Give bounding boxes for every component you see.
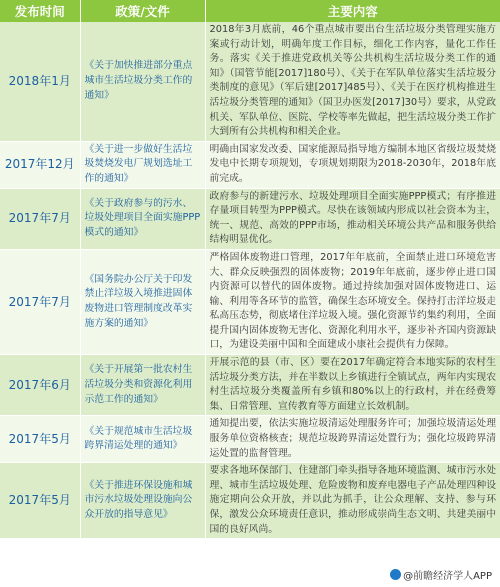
row-content: 要求各地环保部门、住建部门牵头指导各地环境监测、城市污水处理、城市生活垃圾处理、危险废物和废弃电器电子产品处理四种设施定期向公众开放，并以此为抓手，让公众理解、支持、参与环保，激发公众环境责任意识，推动形成崇尚生态文明、共建美丽中国的良好风尚。 [205, 463, 500, 539]
table-header-row [0, 0, 500, 22]
row-content: 明确由国家发改委、国家能源局指导地方编制本地区省级垃圾焚烧发电中长期专项规划，专项规划期限为2018-2030年，2018年底前完成。 [205, 141, 500, 188]
row-date: 2018年1月 [0, 22, 80, 141]
row-policy: 《关于推进环保设施和城市污水垃圾处理设施向公众开放的指导意见》 [80, 463, 205, 539]
row-policy: 《关于进一步做好生活垃圾焚烧发电厂规划选址工作的通知》 [80, 141, 205, 188]
header-content: 主要内容 [205, 0, 500, 22]
header-policy: 政策/文件 [80, 0, 205, 22]
row-content: 通知提出要，依法实施垃圾清运处理服务许可；加强垃圾清运处理服务单位资格核查；规范垃圾跨界清运处置行为；强化垃圾跨界清运处置的监督管理。 [205, 416, 500, 463]
table-row [0, 22, 500, 141]
table-row [0, 141, 500, 188]
table-row [0, 355, 500, 416]
row-policy: 《关于规范城市生活垃圾跨界清运处理的通知》 [80, 416, 205, 463]
brand-logo-icon [390, 569, 401, 580]
table-row [0, 188, 500, 249]
footer [0, 564, 500, 584]
row-date: 2017年5月 [0, 416, 80, 463]
header-date: 发布时间 [0, 0, 80, 22]
row-date: 2017年7月 [0, 249, 80, 354]
row-content: 严格固体废物进口管理，2017年年底前，全面禁止进口环境危害大、群众反映强烈的固体废物；2019年年底前，逐步停止进口国内资源可以替代的固体废物。通过持续加强对固体废物进口、运输、利用等各环节的监管，确保生态环境安全。保持打击洋垃圾走私高压态势，彻底堵住洋垃圾入境。强化资源节约集约利用，全面提升国内固体废物无害化、资源化利用水平，逐步补齐国内资源缺口，为建设美丽中国和全面建成小康社会提供有力保障。 [205, 249, 500, 354]
row-content: 2018年3月底前，46个重点城市要出台生活垃圾分类管理实施方案或行动计划，明确年度工作目标，细化工作内容，量化工作任务。落实《关于推进党政机关等公共机构生活垃圾分类工作的通知》（国管节能[2017]180号）、《关于在军队单位落实生活垃圾分类制度的意见》（军后建[2017]485号）、《关于在医疗机构推进生活垃圾分类管理的通知》（国卫办医发[2017]30号）要求，从党政机关、军队单位、医院、学校等率先做起，把生活垃圾分类工作扩大到所有公共机构和相关企业。 [205, 22, 500, 141]
footer-brand [390, 567, 500, 587]
row-date: 2017年5月 [0, 463, 80, 539]
row-policy: 《国务院办公厅关于印发禁止洋垃圾入境推进固体废物进口管理制度改革实施方案的通知》 [80, 249, 205, 354]
row-content: 政府参与的新建污水、垃圾处理项目全面实施PPP模式；有序推进存量项目转型为PPP模式。尽快在该领域内形成以社会资本为主，统一、规范、高效的PPP市场，推动相关环境公共产品和服务供给结构明显优化。 [205, 188, 500, 249]
table-row [0, 249, 500, 354]
row-content: 开展示范的县（市、区）要在2017年确定符合本地实际的农村生活垃圾分类方法，并在半数以上乡镇进行全镇试点，两年内实现农村生活垃圾分类覆盖所有乡镇和80%以上的行政村，并在经费筹集、日常管理、宣传教育等方面建立长效机制。 [205, 355, 500, 416]
row-date: 2017年7月 [0, 188, 80, 249]
row-date: 2017年6月 [0, 355, 80, 416]
row-date: 2017年12月 [0, 141, 80, 188]
row-policy: 《关于政府参与的污水、垃圾处理项目全面实施PPP模式的通知》 [80, 188, 205, 249]
row-policy: 《关于开展第一批农村生活垃圾分类和资源化利用示范工作的通知》 [80, 355, 205, 416]
table-row [0, 463, 500, 539]
table-row [0, 416, 500, 463]
row-policy: 《关于加快推进部分重点城市生活垃圾分类工作的通知》 [80, 22, 205, 141]
footer-brand-text: @前瞻经济学人APP [403, 571, 492, 582]
